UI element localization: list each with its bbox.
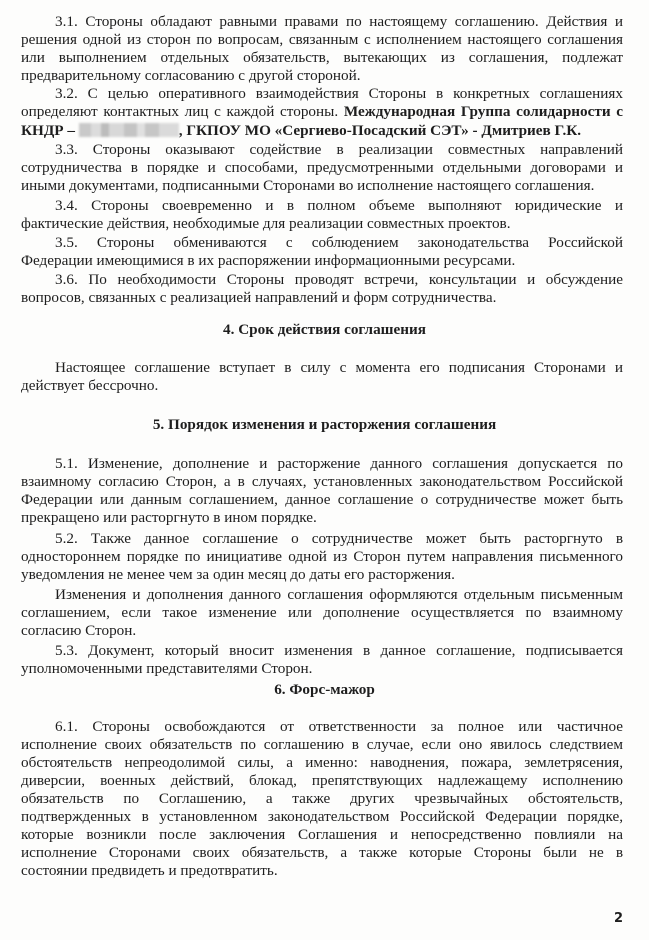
paragraph-3-3-line: 3.3. Стороны оказывают содействие в реализации совместных направлений: [55, 141, 623, 158]
paragraph-6-1-line: подтвержденных в установленном законодательством Российской Федерации порядке,: [21, 808, 623, 825]
redacted-name: [79, 123, 179, 137]
paragraph-5-2-line: 5.2. Также данное соглашение о сотрудничестве может быть расторгнуто в: [55, 530, 623, 547]
paragraph-5-2b-line: согласию Сторон.: [21, 622, 137, 639]
section-4-line: действует бессрочно.: [21, 377, 159, 394]
paragraph-3-4-line: 3.4. Стороны своевременно и в полном объеме выполняют юридические и: [55, 197, 623, 214]
paragraph-3-2-line: 3.2. С целью оперативного взаимодействия Стороны в конкретных соглашениях: [55, 85, 623, 102]
paragraph-5-2b-line: Изменения и дополнения данного соглашения оформляются отдельным письменным: [55, 586, 623, 603]
paragraph-5-2-line: уведомления не менее чем за один месяц до даты его расторжения.: [21, 566, 455, 583]
paragraph-3-1-line: или выполнением отдельных обязательств, вытекающих из соглашения, подлежат: [21, 49, 623, 66]
paragraph-3-6-line: вопросов, связанных с реализацией направлений и форм сотрудничества.: [21, 289, 497, 306]
paragraph-6-1-line: обстоятельств непреодолимой силы, а именно: наводнения, пожара, землетрясения,: [21, 754, 623, 771]
page-number: 2: [614, 911, 624, 926]
paragraph-3-3-line: сотрудничества в порядке и способами, предусмотренными отдельными договорами и: [21, 159, 623, 176]
paragraph-5-2-line: одностороннем порядке по инициативе одной из Сторон путем направления письменного: [21, 548, 623, 565]
paragraph-6-1-line: состоянии предвидеть и предотвратить.: [21, 862, 278, 879]
paragraph-6-1-line: диверсии, военных действий, блокад, препятствующих надлежащему исполнению: [21, 772, 623, 789]
paragraph-6-1-line: исполнение своих обязательств по соглашению в случае, если оно явилось следствием: [21, 736, 623, 753]
section-5-heading: 5. Порядок изменения и расторжения соглашения: [152, 416, 497, 433]
paragraph-5-3-line: 5.3. Документ, который вносит изменения в данное соглашение, подписывается: [55, 642, 623, 659]
paragraph-5-1-line: 5.1. Изменение, дополнение и расторжение данного соглашения допускается по: [55, 455, 623, 472]
paragraph-3-2-line: [21, 103, 623, 121]
paragraph-5-1-line: прекращено или расторгнуто в ином порядке.: [21, 509, 317, 526]
paragraph-5-2b-line: соглашением, если такое изменение или дополнение осуществляется по взаимному: [21, 604, 623, 621]
paragraph-3-1-line: решения одной из сторон по вопросам, связанным с исполнением настоящего соглашения: [21, 31, 623, 48]
paragraph-5-1-line: Федерации или данным соглашением, данное соглашение о сотрудничестве может быть: [21, 491, 623, 508]
paragraph-3-3-line: иными документами, подписанными Сторонами во исполнение настоящего соглашения.: [21, 177, 595, 194]
paragraph-6-1-line: которые возникли после заключения Соглашения и непосредственно повлияли на: [21, 826, 623, 843]
section-6-heading: 6. Форс-мажор: [274, 681, 375, 698]
paragraph-3-1-line: 3.1. Стороны обладают равными правами по настоящему соглашению. Действия и: [55, 13, 623, 30]
paragraph-6-1-line: обязательств по Соглашению, а также других чрезвычайных обстоятельств,: [21, 790, 623, 807]
paragraph-6-1-line: 6.1. Стороны освобождаются от ответственности за полное или частичное: [55, 718, 623, 735]
paragraph-3-2-text: определяют контактных лиц с каждой стороны.: [21, 103, 339, 120]
paragraph-5-3-line: уполномоченными представителями Сторон.: [21, 660, 313, 677]
party-name-bold: КНДР –: [21, 122, 75, 139]
party-name-bold: , ГКПОУ МО «Сергиево-Посадский СЭТ» - Дмитриев Г.К.: [178, 122, 582, 139]
paragraph-3-1-line: предварительному согласованию с другой стороной.: [21, 67, 361, 84]
paragraph-3-5-line: 3.5. Стороны обмениваются с соблюдением законодательства Российской: [55, 234, 623, 251]
paragraph-5-1-line: взаимному согласию Сторон, а в случаях, установленных законодательством Российской: [21, 473, 623, 490]
section-4-line: Настоящее соглашение вступает в силу с момента его подписания Сторонами и: [55, 359, 623, 376]
paragraph-3-4-line: фактические действия, необходимые для реализации совместных проектов.: [21, 215, 511, 232]
paragraph-3-6-line: 3.6. По необходимости Стороны проводят встречи, консультации и обсуждение: [55, 271, 623, 288]
paragraph-3-2-contacts: [21, 122, 623, 140]
party-name-bold: Международная Группа солидарности с: [343, 103, 623, 120]
paragraph-3-5-line: Федерации имеющимися в их распоряжении информационными ресурсами.: [21, 252, 516, 269]
paragraph-6-1-line: исполнение Сторонами своих обязательств, а также которые Стороны были не в: [21, 844, 623, 861]
section-4-heading: 4. Срок действия соглашения: [223, 321, 426, 338]
